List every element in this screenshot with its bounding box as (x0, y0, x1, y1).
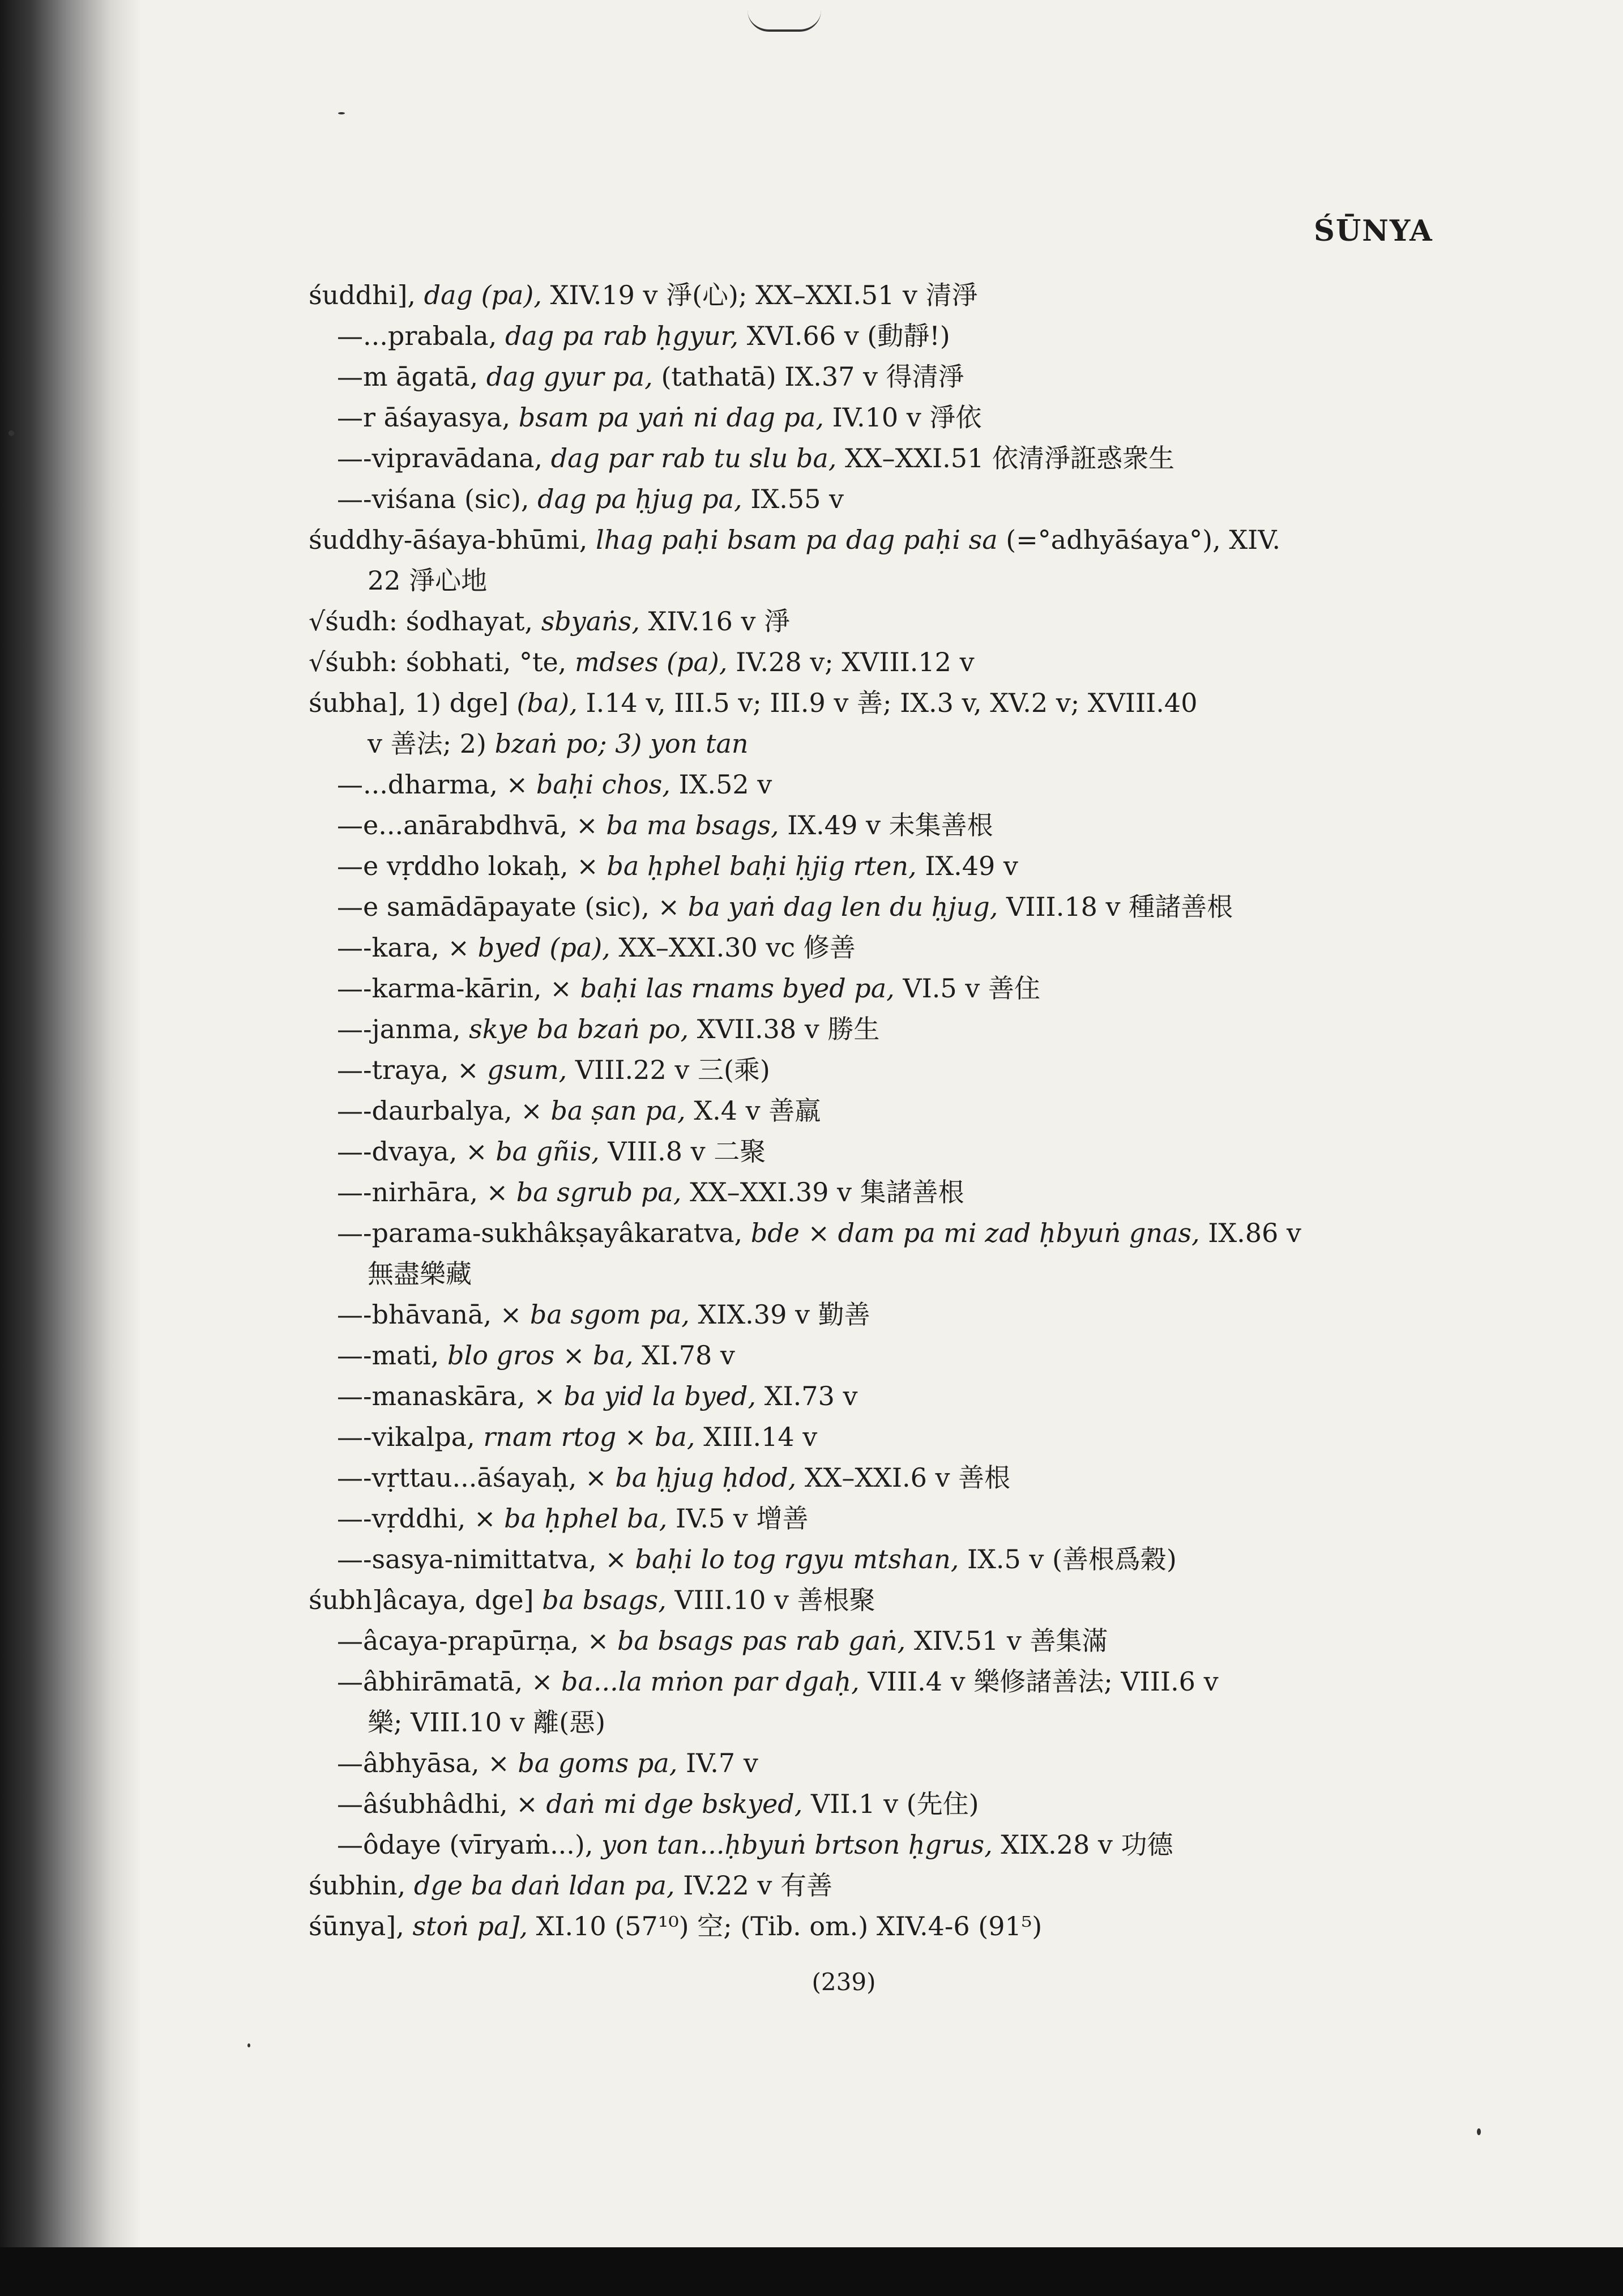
entry-line (309, 846, 1430, 886)
entry-line (309, 1580, 1430, 1620)
sanskrit-term: —-vṛttau...āśayaḥ, (337, 1462, 577, 1493)
sanskrit-term: √śudh: śodhayat, (309, 606, 533, 637)
reference: XX–XXI.30 vc 修善 (618, 932, 856, 963)
entry-line (309, 1906, 1430, 1947)
sanskrit-term: —-kara, (337, 932, 439, 963)
tibetan-equivalent: × ba sgrub pa, (486, 1177, 682, 1207)
entry-line (309, 1457, 1430, 1498)
reference: XIX.28 v 功德 (1001, 1829, 1173, 1860)
reference: IX.49 v 未集善根 (787, 810, 993, 840)
entry-line (309, 1498, 1430, 1539)
reference: X.4 v 善羸 (694, 1095, 821, 1126)
entry-line (309, 1620, 1430, 1661)
sanskrit-term: —-nirhāra, (337, 1177, 478, 1207)
reference: IV.10 v 淨依 (832, 402, 982, 433)
sanskrit-term: —-karma-kārin, (337, 973, 542, 1004)
reference: XX–XXI.39 v 集諸善根 (690, 1177, 964, 1207)
entry-line (309, 438, 1430, 479)
reference: VIII.22 v 三(乘) (575, 1055, 770, 1085)
reference: I.14 v, III.5 v; III.9 v 善; IX.3 v, XV.2 v; XVIII.40 (586, 688, 1198, 718)
glossary-entries (309, 275, 1430, 1947)
page-number: (239) (812, 1968, 876, 1996)
entry-line (309, 886, 1430, 927)
tibetan-equivalent: × ba ḥjug ḥdod, (585, 1462, 797, 1493)
entry-line (309, 1539, 1430, 1580)
sanskrit-term: —-mati, (337, 1340, 439, 1371)
tibetan-equivalent: yon tan...ḥbyuṅ brtson ḥgrus, (601, 1829, 993, 1860)
sanskrit-term: —-parama-sukhâkṣayâkaratva, (337, 1218, 743, 1248)
entry-line (309, 682, 1430, 723)
sanskrit-term: —-vṛddhi, (337, 1503, 466, 1534)
tibetan-equivalent: × ba ṣan pa, (520, 1095, 686, 1126)
entry-line (309, 1783, 1430, 1824)
entry-line (309, 1376, 1430, 1416)
tibetan-equivalent: ba bsags, (542, 1585, 667, 1615)
tibetan-equivalent: bzaṅ po; 3) yon tan (494, 728, 749, 759)
tibetan-equivalent: stoṅ pa], (412, 1911, 528, 1941)
entry-line (309, 1009, 1430, 1049)
entry-line (309, 315, 1430, 356)
tibetan-equivalent: × ba yid la byed, (533, 1381, 757, 1411)
sanskrit-term: —...dharma, (337, 769, 498, 800)
reference: IX.5 v (善根爲穀) (967, 1544, 1177, 1574)
tibetan-equivalent: dag par rab tu slu ba, (550, 443, 837, 473)
entry-line (309, 1702, 1430, 1743)
entry-line (309, 1661, 1430, 1702)
reference: XIII.14 v (703, 1422, 818, 1452)
tibetan-equivalent: × daṅ mi dge bskyed, (516, 1789, 803, 1819)
sanskrit-term: —-manaskāra, (337, 1381, 526, 1411)
reference: XX–XXI.6 v 善根 (804, 1462, 1011, 1493)
sanskrit-term: —e vṛddho lokaḥ, (337, 851, 569, 881)
sanskrit-term: śuddhy-āśaya-bhūmi, (309, 524, 588, 555)
tibetan-equivalent: dag pa ḥjug pa, (537, 484, 742, 514)
entry-line (309, 764, 1430, 805)
sanskrit-term: —-sasya-nimittatva, (337, 1544, 597, 1574)
sanskrit-term: —-bhāvanā, (337, 1299, 492, 1330)
speck (338, 112, 345, 114)
entry-line (309, 968, 1430, 1009)
speck (8, 430, 14, 436)
entry-line (309, 1049, 1430, 1090)
tibetan-equivalent: × ba bsags pas rab gaṅ, (587, 1625, 906, 1656)
entry-line (309, 1743, 1430, 1783)
sanskrit-term: —r āśayasya, (337, 402, 511, 433)
reference: XI.78 v (642, 1340, 735, 1371)
reference: VII.1 v (先住) (811, 1789, 979, 1819)
sanskrit-term: 樂; VIII.10 v 離(惡) (368, 1707, 606, 1738)
tibetan-equivalent: blo gros × ba, (447, 1340, 634, 1371)
tibetan-equivalent: (ba), (516, 688, 578, 718)
sanskrit-term: —e...anārabdhvā, (337, 810, 568, 840)
tibetan-equivalent: rnam rtog × ba, (483, 1422, 695, 1452)
entry-line (309, 560, 1430, 601)
sanskrit-term: —-traya, (337, 1055, 449, 1085)
tibetan-equivalent: × gsum, (457, 1055, 567, 1085)
reference: VIII.4 v 樂修諸善法; VIII.6 v (868, 1666, 1219, 1697)
scan-edge-band (0, 2247, 1623, 2296)
entry-line (309, 1090, 1430, 1131)
sanskrit-term: —-daurbalya, (337, 1095, 512, 1126)
reference: XIV.19 v 淨(心); XX–XXI.51 v 清淨 (550, 280, 978, 310)
sanskrit-term: —ôdaye (vīryaṁ...), (337, 1829, 593, 1860)
sanskrit-term: 無盡樂藏 (368, 1258, 472, 1289)
tibetan-equivalent: dge ba daṅ ldan pa, (413, 1870, 675, 1901)
tibetan-equivalent: bde × dam pa mi zad ḥbyuṅ gnas, (750, 1218, 1200, 1248)
entry-line (309, 1824, 1430, 1865)
reference: XIV.51 v 善集滿 (913, 1625, 1108, 1656)
entry-line (309, 1213, 1430, 1253)
entry-line (309, 1253, 1430, 1294)
speck (247, 2043, 250, 2047)
tibetan-equivalent: × ba ḥphel ba, (474, 1503, 668, 1534)
sanskrit-term: śūnya], (309, 1911, 404, 1941)
reference: XVII.38 v 勝生 (697, 1014, 880, 1044)
sanskrit-term: —e samādāpayate (sic), (337, 891, 650, 922)
reference: XVI.66 v (動靜!) (746, 321, 950, 351)
tibetan-equivalent: mdses (pa), (574, 647, 728, 677)
reference: XIX.39 v 勤善 (698, 1299, 870, 1330)
entry-line (309, 1172, 1430, 1213)
reference: VI.5 v 善住 (903, 973, 1040, 1004)
tibetan-equivalent: dag (pa), (424, 280, 542, 310)
entry-line (309, 356, 1430, 397)
reference: IX.86 v (1208, 1218, 1301, 1248)
sanskrit-term: 22 淨心地 (368, 565, 488, 596)
reference: IV.5 v 增善 (676, 1503, 809, 1534)
binding-shadow (0, 0, 142, 2296)
tibetan-equivalent: × ba gñis, (465, 1136, 600, 1167)
tibetan-equivalent: dag gyur pa, (486, 361, 653, 392)
reference: IX.52 v (678, 769, 772, 800)
tibetan-equivalent: × ba sgom pa, (499, 1299, 690, 1330)
sanskrit-term: —âcaya-prapūrṇa, (337, 1625, 579, 1656)
sanskrit-term: —...prabala, (337, 321, 497, 351)
entry-line (309, 805, 1430, 846)
sanskrit-term: śubh]âcaya, dge] (309, 1585, 534, 1615)
entry-line (309, 479, 1430, 519)
sanskrit-term: —âbhirāmatā, (337, 1666, 523, 1697)
sanskrit-term: —-janma, (337, 1014, 461, 1044)
tibetan-equivalent: sbyaṅs, (541, 606, 640, 637)
tibetan-equivalent: × ba goms pa, (488, 1748, 678, 1778)
entry-line (309, 1865, 1430, 1906)
sanskrit-term: —-viśana (sic), (337, 484, 529, 514)
sanskrit-term: v 善法; 2) (368, 728, 486, 759)
tibetan-equivalent: × ba ma bsags, (576, 810, 779, 840)
sanskrit-term: —m āgatā, (337, 361, 479, 392)
entry-line (309, 1294, 1430, 1335)
entry-line (309, 723, 1430, 764)
entry-line (309, 1131, 1430, 1172)
entry-line (309, 1335, 1430, 1376)
entry-line (309, 642, 1430, 682)
reference: XI.10 (57¹⁰) 空; (Tib. om.) XIV.4-6 (91⁵) (536, 1911, 1043, 1941)
tibetan-equivalent: × byed (pa), (447, 932, 610, 963)
reference: (=°adhyāśaya°), XIV. (1006, 524, 1281, 555)
reference: VIII.10 v 善根聚 (674, 1585, 875, 1615)
scan-mark (748, 10, 821, 32)
speck (1477, 2128, 1481, 2135)
tibetan-equivalent: × baḥi lo tog rgyu mtshan, (605, 1544, 959, 1574)
reference: XIV.16 v 淨 (648, 606, 791, 637)
sanskrit-term: —-dvaya, (337, 1136, 458, 1167)
reference: XI.73 v (764, 1381, 858, 1411)
tibetan-equivalent: × ba...la mṅon par dgaḥ, (531, 1666, 860, 1697)
tibetan-equivalent: bsam pa yaṅ ni dag pa, (518, 402, 825, 433)
entry-line (309, 1416, 1430, 1457)
reference: IX.55 v (750, 484, 844, 514)
reference: IV.7 v (685, 1748, 758, 1778)
sanskrit-term: —-vipravādana, (337, 443, 543, 473)
sanskrit-term: śuddhi], (309, 280, 416, 310)
sanskrit-term: √śubh: śobhati, °te, (309, 647, 567, 677)
tibetan-equivalent: × baḥi las rnams byed pa, (550, 973, 895, 1004)
tibetan-equivalent: × ba ḥphel baḥi ḥjig rten, (576, 851, 917, 881)
entry-line (309, 519, 1430, 560)
sanskrit-term: —âśubhâdhi, (337, 1789, 508, 1819)
reference: IX.49 v (925, 851, 1018, 881)
reference: IV.22 v 有善 (683, 1870, 832, 1901)
reference: IV.28 v; XVIII.12 v (736, 647, 975, 677)
sanskrit-term: śubha], 1) dge] (309, 688, 509, 718)
tibetan-equivalent: dag pa rab ḥgyur, (505, 321, 739, 351)
running-header: ŚŪNYA (1314, 214, 1433, 248)
tibetan-equivalent: × baḥi chos, (506, 769, 670, 800)
sanskrit-term: —-vikalpa, (337, 1422, 475, 1452)
tibetan-equivalent: × ba yaṅ dag len du ḥjug, (657, 891, 998, 922)
reference: (tathatā) IX.37 v 得清淨 (661, 361, 964, 392)
entry-line (309, 601, 1430, 642)
reference: VIII.18 v 種諸善根 (1006, 891, 1233, 922)
reference: VIII.8 v 二聚 (608, 1136, 766, 1167)
entry-line (309, 275, 1430, 315)
entry-line (309, 927, 1430, 968)
reference: XX–XXI.51 依清淨誑惑衆生 (845, 443, 1174, 473)
sanskrit-term: śubhin, (309, 1870, 406, 1901)
tibetan-equivalent: skye ba bzaṅ po, (469, 1014, 689, 1044)
tibetan-equivalent: lhag paḥi bsam pa dag paḥi sa (595, 524, 998, 555)
sanskrit-term: —âbhyāsa, (337, 1748, 480, 1778)
entry-line (309, 397, 1430, 438)
